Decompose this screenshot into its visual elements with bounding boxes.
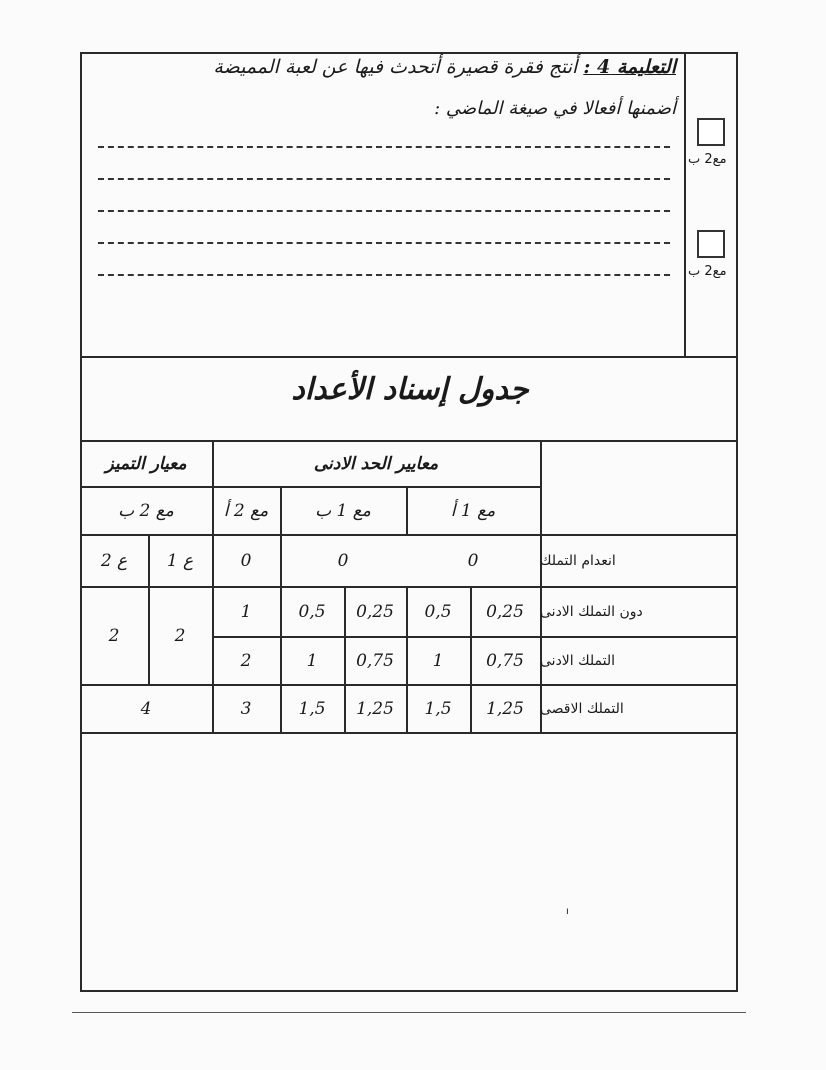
margin-rule [684, 52, 686, 358]
header-min-criteria: معايير الحد الادنى [313, 454, 439, 474]
header-m1a: مع 1 أ [450, 501, 496, 521]
answer-line [98, 146, 670, 148]
score-cell: 0 [337, 551, 349, 571]
score-checkbox[interactable] [697, 230, 725, 258]
instruction-line-1 [96, 56, 676, 78]
header-m2b: مع 2 ب [118, 501, 174, 521]
score-cell: 0,5 [424, 602, 452, 622]
header-m2a: مع 2 أ [223, 501, 269, 521]
score-cell: ع 2 [100, 551, 128, 571]
instruction-text: أنتج فقرة قصيرة أتحدث فيها عن لعبة المميضة [213, 56, 578, 78]
section-divider [80, 356, 738, 358]
answer-line [98, 274, 670, 276]
answer-line [98, 178, 670, 180]
score-cell: 1 [432, 651, 444, 671]
score-cell: 1 [240, 602, 252, 622]
score-cell: ع 1 [166, 551, 194, 571]
score-cell: 2 [108, 626, 120, 646]
score-cell: 0,75 [486, 651, 524, 671]
score-cell: 2 [174, 626, 186, 646]
instruction-line-2: أضمنها أفعالا في صيغة الماضي : [434, 98, 676, 119]
score-cell: 3 [240, 699, 252, 719]
answer-line [98, 210, 670, 212]
row-label: التملك الاقصى [540, 701, 624, 717]
header-excellence-criteria: معيار التميز [105, 454, 187, 474]
table-title: جدول إسناد الأعداد [291, 372, 529, 407]
checkbox-label: مع2 ب [688, 152, 727, 167]
answer-line [98, 242, 670, 244]
score-cell: 1 [306, 651, 318, 671]
score-cell: 0,75 [356, 651, 394, 671]
header-m1b: مع 1 ب [315, 501, 371, 521]
row-label: التملك الادنى [540, 653, 616, 669]
score-cell: 0,25 [356, 602, 394, 622]
score-cell: 0 [240, 551, 252, 571]
row-label: انعدام التملك [540, 553, 616, 569]
score-cell: 1,5 [424, 699, 452, 719]
row-label: دون التملك الادنى [540, 604, 643, 620]
score-cell: 4 [140, 699, 152, 719]
score-cell: 1,25 [356, 699, 394, 719]
score-cell: 0,25 [486, 602, 524, 622]
instruction-label: التعليمة 4 : [583, 56, 676, 78]
score-cell: 1,25 [486, 699, 524, 719]
grid-line [80, 732, 738, 734]
checkbox-label: مع2 ب [688, 264, 727, 279]
score-cell: 0 [467, 551, 479, 571]
score-cell: 2 [240, 651, 252, 671]
page-bottom-rule [72, 1012, 746, 1013]
stray-mark: ı [566, 906, 569, 917]
score-cell: 0,5 [298, 602, 326, 622]
score-checkbox[interactable] [697, 118, 725, 146]
score-cell: 1,5 [298, 699, 326, 719]
